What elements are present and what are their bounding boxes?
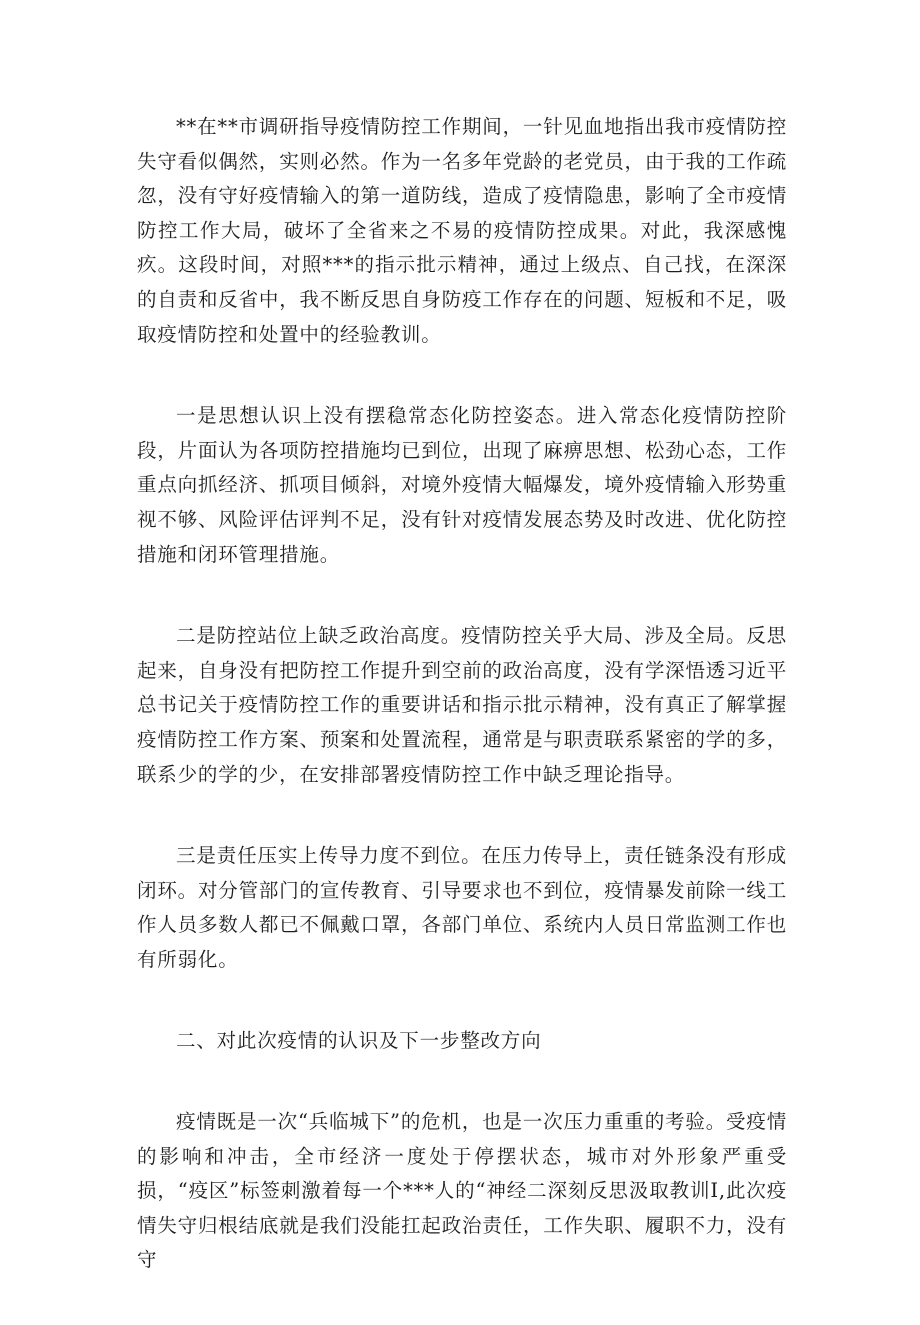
final-paragraph: 疫情既是一次“兵临城下”的危机，也是一次压力重重的考验。受疫情的影响和冲击，全市经济一度处于停摆状态，城市对外形象严重受损，“疫区”标签刺激着每一个***人的“神经二深刻反思汲取教训I,此次疫情失守归根结底就是我们没能扛起政治责任，工作失职、履职不力，没有守: [137, 1110, 787, 1272]
point-one-paragraph: 一是思想认识上没有摆稳常态化防控姿态。进入常态化疫情防控阶段，片面认为各项防控措施均已到位，出现了麻痹思想、松劲心态，工作重点向抓经济、抓项目倾斜，对境外疫情大幅爆发，境外疫情输入形势重视不够、风险评估评判不足，没有针对疫情发展态势及时改进、优化防控措施和闭环管理措施。: [137, 404, 787, 566]
document-body: [137, 110, 787, 1325]
point-two-paragraph: 二是防控站位上缺乏政治高度。疫情防控关乎大局、涉及全局。反思起来，自身没有把防控工作提升到空前的政治高度，没有学深悟透习近平总书记关于疫情防控工作的重要讲话和指示批示精神，没有真正了解掌握疫情防控工作方案、预案和处置流程，通常是与职责联系紧密的学的多，联系少的学的少，在安排部署疫情防控工作中缺乏理论指导。: [137, 624, 787, 786]
intro-paragraph: **在**市调研指导疫情防控工作期间，一针见血地指出我市疫情防控失守看似偶然，实则必然。作为一名多年党龄的老党员，由于我的工作疏忽，没有守好疫情输入的第一道防线，造成了疫情隐患，影响了全市疫情防控工作大局，破坏了全省来之不易的疫情防控成果。对此，我深感愧疚。这段时间，对照***的指示批示精神，通过上级点、自己找，在深深的自责和反省中，我不断反思自身防疫工作存在的问题、短板和不足，吸取疫情防控和处置中的经验教训。: [137, 115, 787, 346]
point-three-paragraph: 三是责任压实上传导力度不到位。在压力传导上，责任链条没有形成闭环。对分管部门的宣传教育、引导要求也不到位，疫情暴发前除一线工作人员多数人都已不佩戴口罩，各部门单位、系统内人员日常监测工作也有所弱化。: [137, 844, 787, 971]
section-heading: 二、对此次疫情的认识及下一步整改方向: [176, 1029, 542, 1053]
